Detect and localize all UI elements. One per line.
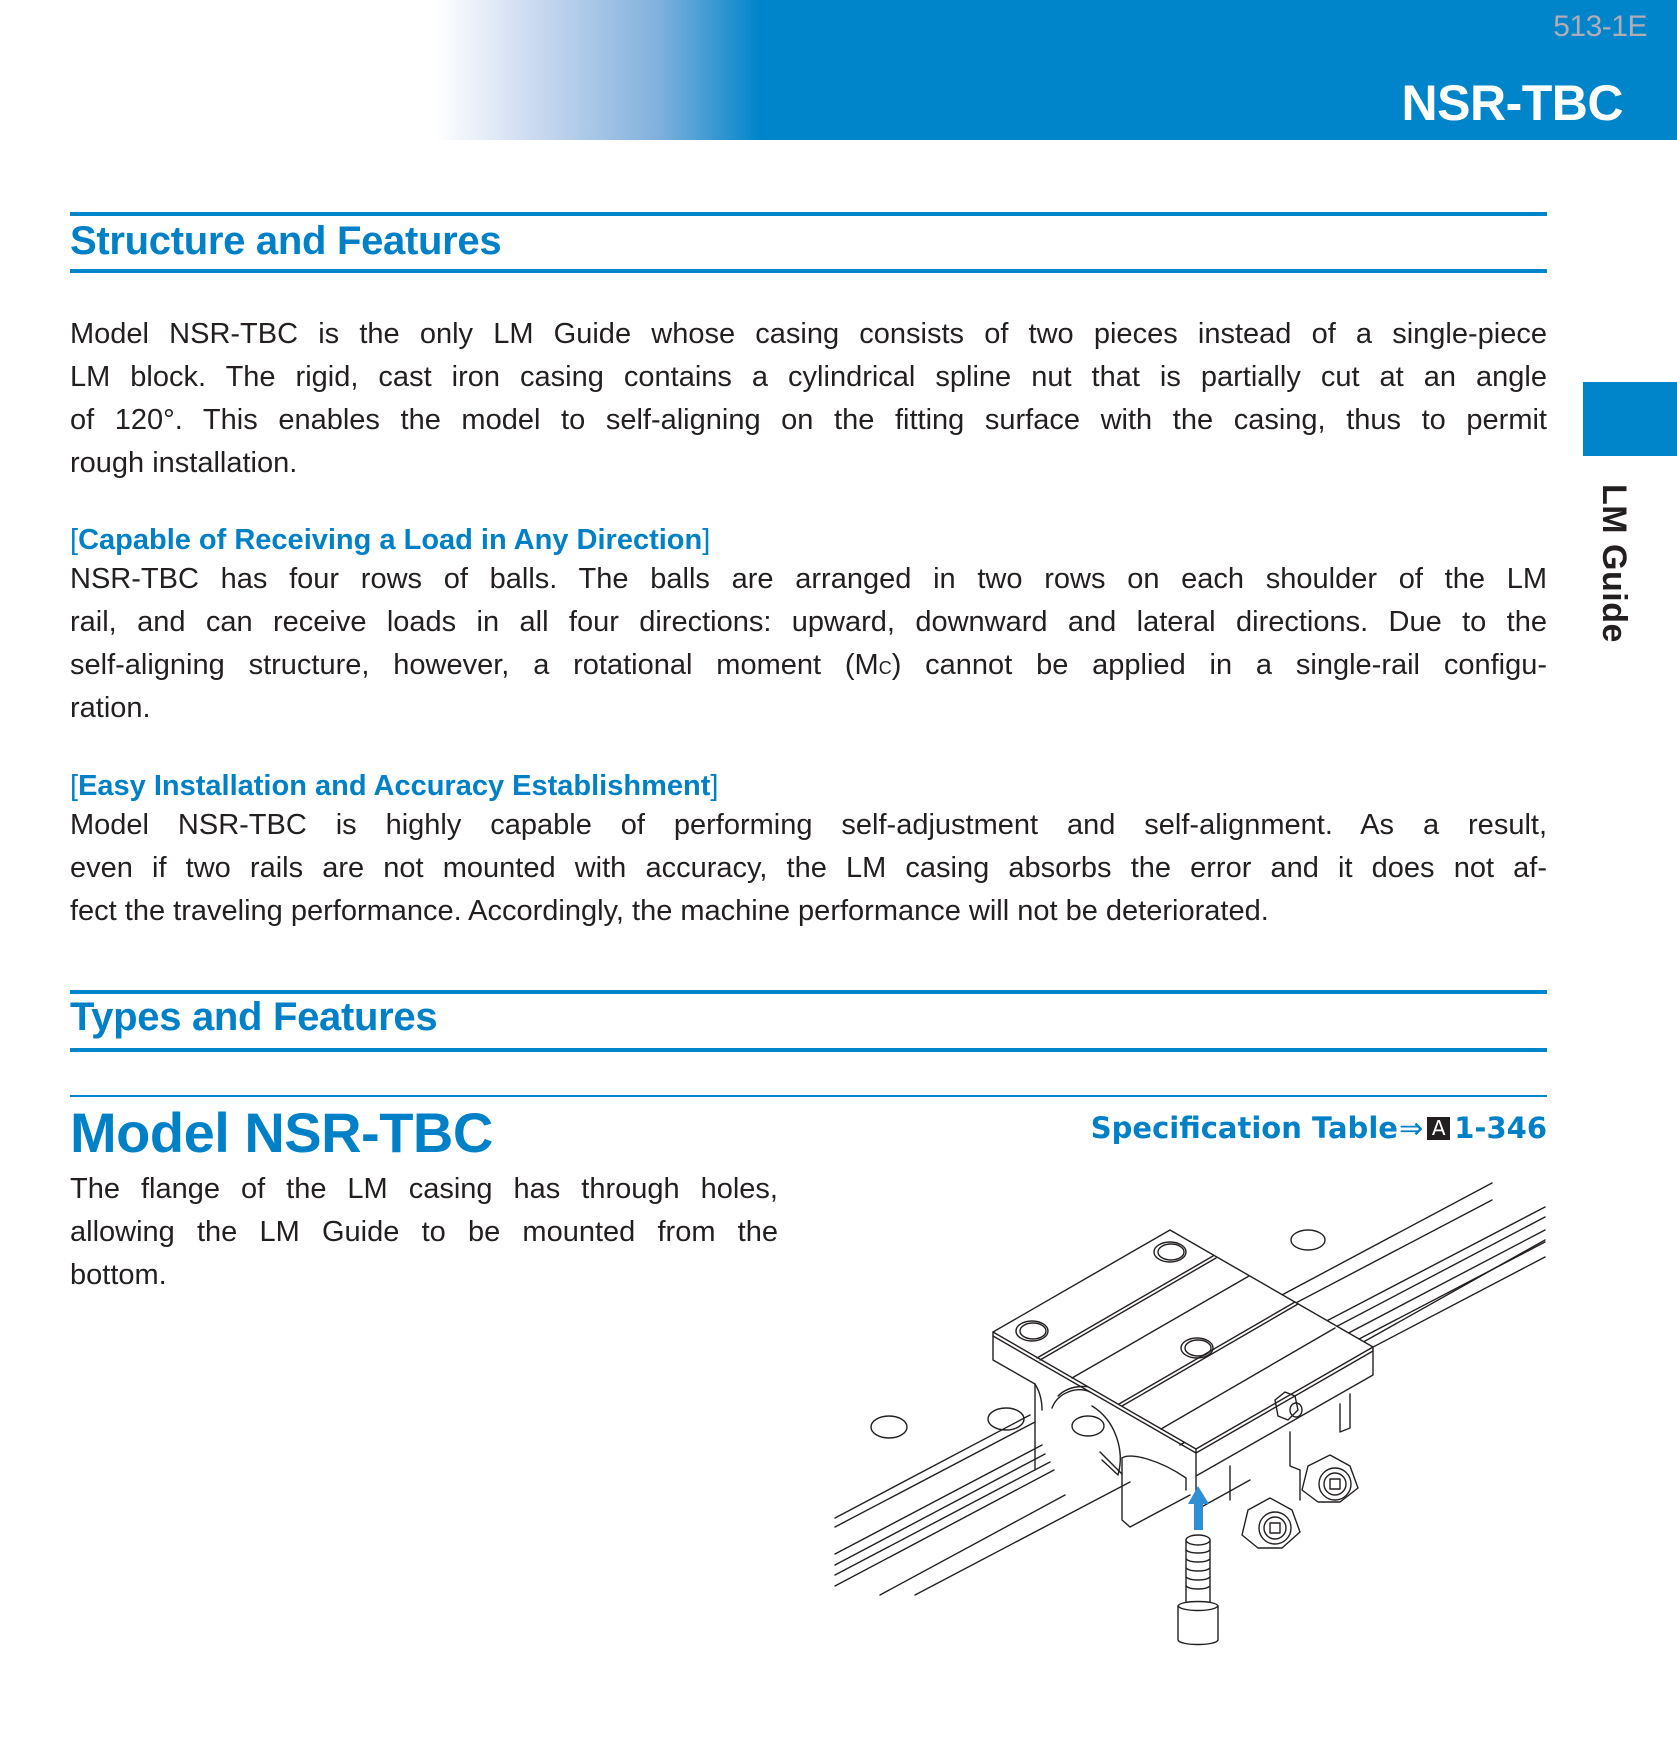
text-line: fect the traveling performance. Accordingly, the machine performance will not be deteriorated. [70, 895, 1269, 927]
model-description [70, 1168, 778, 1297]
bracket-close: ] [710, 770, 719, 802]
lm-guide-block-on-rail-drawing-icon [830, 1170, 1560, 1670]
section-rule-bottom [70, 269, 1547, 273]
text-line: even if two rails are not mounted with accuracy, the LM casing absorbs the error and it does not af- [70, 852, 1547, 884]
text-line: rail, and can receive loads in all four directions: upward, downward and lateral directions. Due to the [70, 606, 1547, 638]
text-line: LM block. The rigid, cast iron casing contains a cylindrical spline nut that is partially cut at an angle [70, 361, 1547, 393]
mounting-bolt-icon [1178, 1535, 1218, 1645]
structure-intro-paragraph [70, 313, 1547, 485]
feature-paragraph-load-direction [70, 558, 1547, 730]
text-line: The flange of the LM casing has through holes, [70, 1173, 778, 1205]
double-arrow-icon: ⇒ [1398, 1111, 1424, 1145]
page-header-banner [0, 0, 1677, 140]
feature-title: Capable of Receiving a Load in Any Direction [78, 524, 703, 556]
section-heading-types: Types and Features [70, 995, 438, 1039]
side-tab-label: LM Guide [1595, 484, 1633, 643]
spec-link-page: 1-346 [1454, 1111, 1547, 1145]
rail-hole [1291, 1230, 1325, 1250]
mounting-direction-arrow-icon [1188, 1486, 1209, 1530]
feature-paragraph-easy-installation [70, 804, 1547, 933]
section-a-box-icon: A [1427, 1117, 1450, 1140]
text-line: rough installation. [70, 447, 298, 479]
text-line: bottom. [70, 1259, 167, 1291]
rail-hole [871, 1416, 907, 1438]
feature-heading-load-direction [70, 522, 710, 558]
subscript-c: C [878, 658, 892, 678]
section-rule-top [70, 990, 1547, 994]
document-code: 513-1E [1553, 10, 1647, 43]
model-rule [70, 1095, 1547, 1097]
bracket-close: ] [702, 524, 711, 556]
model-heading: Model NSR-TBC [70, 1101, 493, 1164]
side-tab-marker [1583, 382, 1677, 456]
text-line: Model NSR-TBC is highly capable of performing self-adjustment and self-alignment. As a result, [70, 809, 1547, 841]
bracket-open: [ [70, 770, 79, 802]
bracket-open: [ [70, 524, 79, 556]
text-line [70, 644, 1547, 687]
feature-title: Easy Installation and Accuracy Establishment [78, 770, 711, 802]
text-line: Model NSR-TBC is the only LM Guide whose casing consists of two pieces instead of a single-piece [70, 318, 1547, 350]
section-rule-top [70, 212, 1547, 216]
header-model-title: NSR-TBC [1401, 75, 1623, 131]
section-heading-structure: Structure and Features [70, 219, 502, 263]
specification-table-link[interactable] [1091, 1111, 1547, 1145]
text-line: NSR-TBC has four rows of balls. The balls are arranged in two rows on each shoulder of the LM [70, 563, 1547, 595]
text-line: of 120°. This enables the model to self-aligning on the fitting surface with the casing, thus to permit [70, 404, 1547, 436]
text-segment: ) cannot be applied in a single-rail configu- [891, 649, 1547, 681]
text-line: ration. [70, 692, 151, 724]
adjusting-nuts-icon [1242, 1455, 1358, 1548]
text-line: allowing the LM Guide to be mounted from the [70, 1216, 778, 1248]
text-segment: self-aligning structure, however, a rotational moment (M [70, 649, 879, 681]
feature-heading-easy-installation [70, 768, 718, 804]
section-rule-bottom [70, 1048, 1547, 1052]
spec-link-label: Specification Table [1090, 1111, 1398, 1145]
rail-hole [988, 1408, 1024, 1430]
